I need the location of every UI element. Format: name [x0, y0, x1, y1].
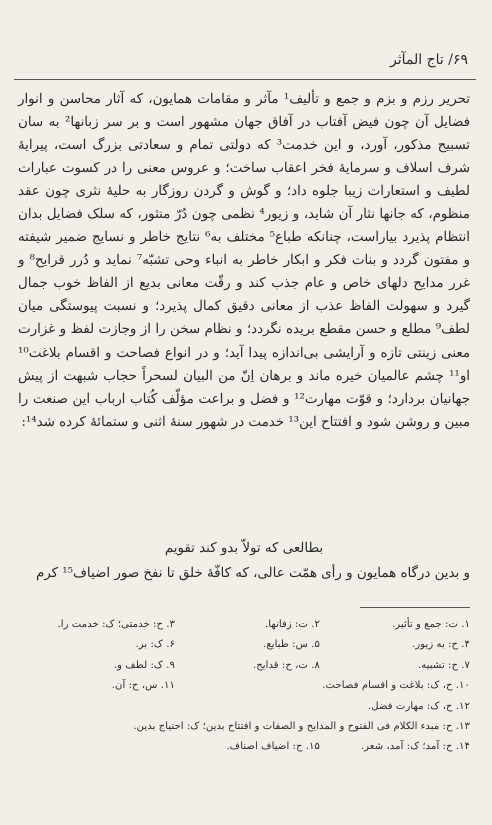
verse-line: بطالعی که تولاّ بدو کند تقویم [164, 541, 324, 556]
footnotes [20, 615, 470, 758]
footnote-10: ۱۰. ح، ک: بلاغت و اقسام فصاحت. [322, 680, 470, 692]
main-text [18, 88, 470, 434]
footnote-5: ۵. س: طبایع. [263, 639, 320, 651]
page-header [0, 52, 492, 74]
footnote-row [20, 737, 470, 757]
footnote-15: ۱۵. ح: اضیاف اصناف. [226, 741, 320, 753]
body-paragraph: تحریر رزم و بزم و جمع و تألیف¹ مآثر و مقامات همایون، که آثار محاسن و انوار فضایل آن چون فیض آفتاب در آفاق جهان مشهور است و بر سر زبانها² به سان تسبیح مذکور، آورد، و این خدمت³ که دولتی تمام و سعادتی بزرگ است، پیرایهٔ شرف اسلاف و سرمایهٔ فخر اعقاب ساخت؛ و عروس معنی را در کسوت عبارات لطیف و استعارات زیبا جلوه داد؛ و گوش و گردن روزگار به حلیهٔ نثری چون عقد منظوم، که جانها نثار آن شاید، و زیور⁴ نظمی چون دُرّ منثور، که سلک فضایل بدان انتظام پذیرد بیاراست، چنانکه طباع⁵ مختلف به⁶ نتایج خاطر و نسایج ضمیر شیفته و مفتون گردد و بنات فکر و ابکار خاطر به انباء وحی تشبّه⁷ نماید و دُرر قرایح⁸ و غرر مدایح دلهای خاص و عام جذب کند و رقّت معانی بدیع از الفاظ خوب جمال گیرد و سهولت الفاظ عذب از معانی دقیق کمال پذیرد؛ و نسبت پیوستگی میان لطف⁹ مطلع و حسن مقطع بریده نگردد؛ و نظام سخن را از وجازت لفظ و غزارت معنی زینتی تازه و آرایشی بی‌اندازه پیدا آید؛ و در انواع فصاحت و اقسام بلاغت¹⁰ او¹¹ چشم عالمیان خیره ماند و برهان اِنّ من البیان لسحراً حجاب شبهت از پیش جهانیان بردارد؛ و قوّت مهارت¹² و فضل و براعت مؤلّف کُتاب ارباب این صنعت را مبین و روشن شود و افتتاح این¹³ خدمت در شهور سنهٔ اثنی و ستمائهٔ کرده شد¹⁴: [18, 92, 471, 430]
continuation-line: و بدین درگاه همایون و رأی همّت عالی، که کافّهٔ خلق تا نفخ صور اضیاف¹⁵ کرم [35, 566, 470, 581]
footnote-row [20, 635, 470, 655]
header-rule [14, 79, 476, 80]
footnote-4: ۴. ح: به زیور. [412, 639, 470, 651]
footnote-2: ۲. ت: زفانها. [265, 619, 320, 630]
footnote-row [20, 676, 470, 696]
footnote-3: ۳. ح: خدمتی؛ ک: خدمت را. [57, 619, 175, 630]
footnote-8: ۸. ت، ح: قدایح. [252, 659, 320, 671]
footnote-7: ۷. ح: تشبیه. [418, 659, 470, 671]
footnote-14: ۱۴. ح: آمد؛ ک: آمد، شعر. [360, 741, 470, 753]
footnote-12: ۱۲. ح، ک: مهارت فضل. [368, 700, 470, 712]
footnote-1: ۱. ت: جمع و تأثیر. [392, 619, 470, 630]
running-title: ۶۹/ تاج المآثر [390, 52, 468, 68]
footnote-13: ۱۳. ح: مبدء الکلام فی الفتوح و المدایح و الصفات و افتتاح بدین؛ ک: احتیاج بدین. [133, 721, 470, 733]
footnote-11: ۱۱. س، ح: آن. [111, 680, 175, 692]
footnote-row [20, 615, 470, 635]
footnote-6: ۶. ک: بر. [135, 639, 175, 651]
footnote-9: ۹. ک: لطف و. [113, 659, 175, 671]
footnote-rule [360, 607, 470, 608]
footnote-row [20, 656, 470, 676]
